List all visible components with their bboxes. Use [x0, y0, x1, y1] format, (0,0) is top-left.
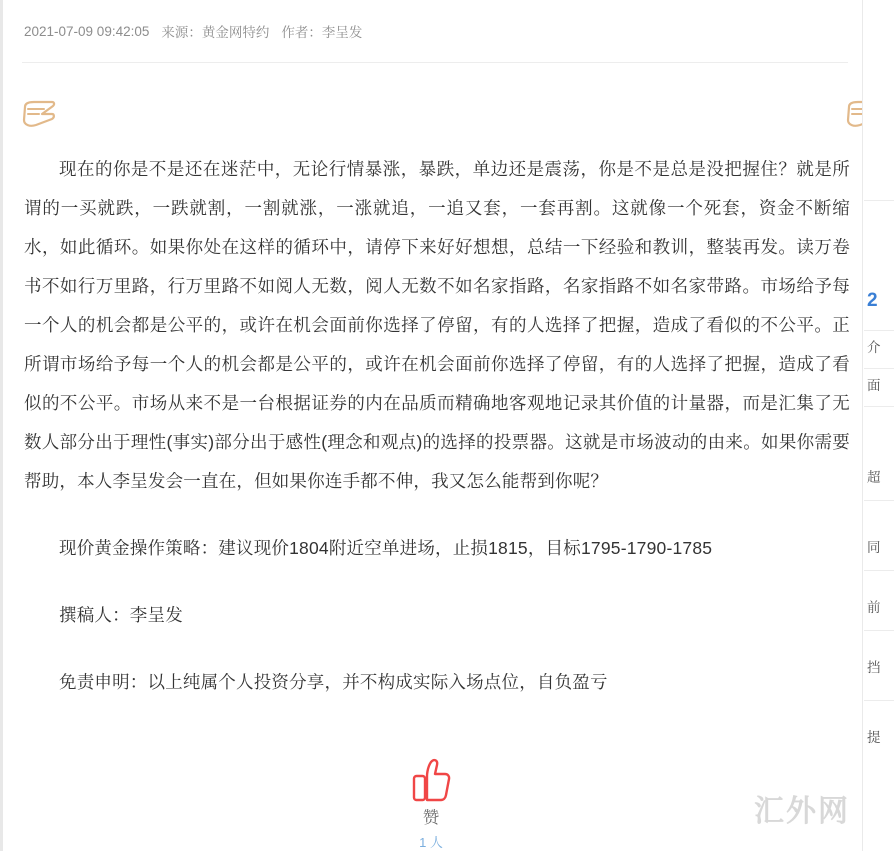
source-value[interactable]: 黄金网特约 [201, 25, 270, 40]
sidebar-line-7[interactable]: 提 [867, 730, 881, 745]
article-paragraph-main: 现在的你是不是还在迷茫中，无论行情暴涨，暴跌，单边还是震荡，你是不是总是没把握住？就是所谓的一买就跌，一跌就割，一割就涨，一涨就追，一追又套，一套再割。这就像一个死套，资金不断缩水，如此循环。如果你处在这样的循环中，请停下来好好想想，总结一下经验和教训，整装再发。读万卷书不如行万里路，行万里路不如阅人无数，阅人无数不如名家指路，名家指路不如名家带路。市场给予每一个人的机会都是公平的，或许在机会面前你选择了停留，有的人选择了把握，造成了看似的不公平。正所谓市场给予每一个人的机会都是公平的，或许在机会面前你选择了停留，有的人选择了把握，造成了看似的不公平。市场从来不是一台根据证券的内在品质而精确地客观地记录其价值的计量器，而是汇集了无数人部分出于理性(事实)部分出于感性(理念和观点)的选择的投票器。这就是市场波动的由来。如果你需要帮助，本人李呈发会一直在，但如果你连手都不伸，我又怎么能帮到你呢？ [24, 159, 850, 491]
meta-divider [22, 62, 848, 63]
article-paragraph-strategy: 现价黄金操作策略：建议现价1804附近空单进场，止损1815，目标1795-1790-1785 [59, 538, 713, 558]
author-value[interactable]: 李呈发 [321, 25, 363, 40]
left-edge-rule [0, 0, 3, 851]
article-meta-bar [24, 14, 875, 48]
sidebar-divider-6 [864, 570, 894, 571]
sidebar-divider-3 [864, 368, 894, 369]
sidebar-divider-8 [864, 700, 894, 701]
sidebar-line-4[interactable]: 同 [867, 540, 881, 555]
quote-open-icon [22, 100, 56, 128]
source-label: 来源： [161, 25, 202, 40]
sidebar-divider-1 [864, 200, 894, 201]
article-body [24, 150, 850, 730]
thumbs-up-icon[interactable] [411, 758, 451, 802]
sidebar-divider-5 [864, 500, 894, 501]
sidebar-line-1[interactable]: 介 [867, 340, 881, 355]
sidebar-line-2[interactable]: 面 [867, 378, 881, 393]
site-watermark: 汇外网 [754, 794, 850, 829]
right-sidebar-fragment [862, 0, 895, 851]
article-paragraph-disclaimer: 免责申明：以上纯属个人投资分享，并不构成实际入场点位，自负盈亏 [59, 672, 608, 692]
sidebar-line-3[interactable]: 超 [867, 470, 881, 485]
sidebar-line-5[interactable]: 前 [867, 600, 881, 615]
publish-timestamp: 2021-07-09 09:42:05 [24, 23, 150, 39]
like-count: 1 人 [419, 835, 443, 850]
sidebar-divider-7 [864, 630, 894, 631]
like-label: 赞 [422, 809, 440, 827]
sidebar-rank-number: 2 [867, 290, 878, 311]
like-block[interactable] [0, 758, 862, 851]
sidebar-line-6[interactable]: 挡 [867, 660, 881, 675]
sidebar-divider-4 [864, 406, 894, 407]
sidebar-divider-2 [864, 330, 894, 331]
article-paragraph-author: 撰稿人：李呈发 [59, 605, 183, 625]
author-label: 作者： [281, 25, 322, 40]
